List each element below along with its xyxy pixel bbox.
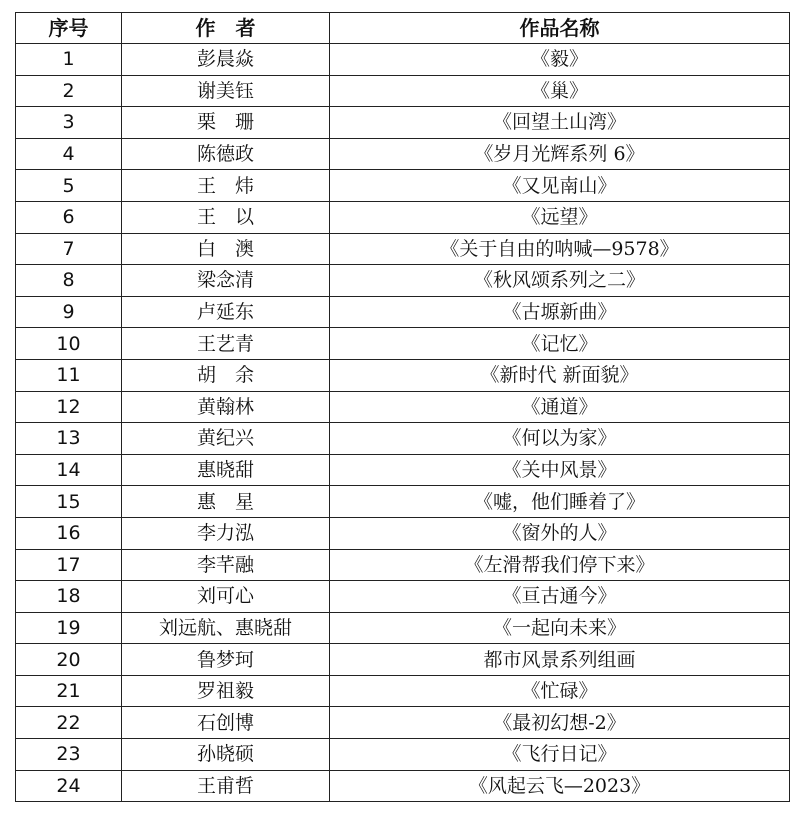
- cell-title: 《关中风景》: [330, 454, 790, 486]
- cell-author: 彭晨焱: [122, 44, 330, 76]
- cell-seq: 3: [16, 107, 122, 139]
- cell-author: 卢延东: [122, 296, 330, 328]
- cell-title: 《何以为家》: [330, 423, 790, 455]
- table-row: [16, 75, 790, 107]
- cell-title: 《又见南山》: [330, 170, 790, 202]
- cell-seq: 5: [16, 170, 122, 202]
- cell-seq: 19: [16, 612, 122, 644]
- cell-author: 李芊融: [122, 549, 330, 581]
- table-row: [16, 328, 790, 360]
- cell-author: 惠晓甜: [122, 454, 330, 486]
- cell-title: 《远望》: [330, 201, 790, 233]
- cell-author: 石创博: [122, 707, 330, 739]
- cell-title: 《窗外的人》: [330, 517, 790, 549]
- header-seq: 序号: [16, 13, 122, 44]
- table-row: [16, 612, 790, 644]
- table-row: [16, 107, 790, 139]
- cell-seq: 4: [16, 138, 122, 170]
- table-row: [16, 391, 790, 423]
- cell-title: 《忙碌》: [330, 675, 790, 707]
- table-row: [16, 644, 790, 676]
- cell-author: 王艺青: [122, 328, 330, 360]
- cell-author: 黄纪兴: [122, 423, 330, 455]
- cell-title: 《嘘，他们睡着了》: [330, 486, 790, 518]
- cell-author: 王 炜: [122, 170, 330, 202]
- cell-title: 《一起向未来》: [330, 612, 790, 644]
- cell-seq: 7: [16, 233, 122, 265]
- cell-author: 王 以: [122, 201, 330, 233]
- cell-seq: 1: [16, 44, 122, 76]
- table-header: [16, 13, 790, 44]
- cell-seq: 6: [16, 201, 122, 233]
- table-row: [16, 517, 790, 549]
- cell-title: 《岁月光辉系列 6》: [330, 138, 790, 170]
- cell-title: 《新时代 新面貌》: [330, 359, 790, 391]
- cell-seq: 20: [16, 644, 122, 676]
- header-row: [16, 13, 790, 44]
- table-row: [16, 549, 790, 581]
- cell-seq: 14: [16, 454, 122, 486]
- table-row: [16, 770, 790, 802]
- cell-author: 孙晓硕: [122, 739, 330, 771]
- table-row: [16, 454, 790, 486]
- cell-title: 《关于自由的呐喊—9578》: [330, 233, 790, 265]
- cell-author: 梁念清: [122, 265, 330, 297]
- cell-seq: 2: [16, 75, 122, 107]
- cell-author: 惠 星: [122, 486, 330, 518]
- cell-seq: 13: [16, 423, 122, 455]
- cell-seq: 17: [16, 549, 122, 581]
- table-row: [16, 201, 790, 233]
- cell-title: 《回望土山湾》: [330, 107, 790, 139]
- cell-title: 《毅》: [330, 44, 790, 76]
- header-title: 作品名称: [330, 13, 790, 44]
- cell-title: 《古塬新曲》: [330, 296, 790, 328]
- table-row: [16, 423, 790, 455]
- cell-author: 鲁梦珂: [122, 644, 330, 676]
- table-row: [16, 675, 790, 707]
- cell-title: 《亘古通今》: [330, 581, 790, 613]
- table-row: [16, 486, 790, 518]
- cell-title: 《记忆》: [330, 328, 790, 360]
- cell-seq: 10: [16, 328, 122, 360]
- cell-seq: 24: [16, 770, 122, 802]
- cell-title: 《秋风颂系列之二》: [330, 265, 790, 297]
- table-row: [16, 296, 790, 328]
- cell-author: 胡 余: [122, 359, 330, 391]
- table-row: [16, 739, 790, 771]
- cell-seq: 23: [16, 739, 122, 771]
- table-row: [16, 581, 790, 613]
- cell-author: 刘远航、惠晓甜: [122, 612, 330, 644]
- cell-title: 都市风景系列组画: [330, 644, 790, 676]
- table-body: [16, 44, 790, 802]
- cell-seq: 9: [16, 296, 122, 328]
- cell-title: 《风起云飞—2023》: [330, 770, 790, 802]
- cell-author: 刘可心: [122, 581, 330, 613]
- cell-title: 《巢》: [330, 75, 790, 107]
- table-row: [16, 359, 790, 391]
- cell-author: 黄翰林: [122, 391, 330, 423]
- table-row: [16, 265, 790, 297]
- cell-seq: 12: [16, 391, 122, 423]
- table-row: [16, 44, 790, 76]
- cell-seq: 18: [16, 581, 122, 613]
- table-row: [16, 138, 790, 170]
- cell-seq: 11: [16, 359, 122, 391]
- cell-author: 白 澳: [122, 233, 330, 265]
- header-author: 作 者: [122, 13, 330, 44]
- cell-author: 李力泓: [122, 517, 330, 549]
- cell-seq: 15: [16, 486, 122, 518]
- table-row: [16, 707, 790, 739]
- table-row: [16, 170, 790, 202]
- cell-author: 王甫哲: [122, 770, 330, 802]
- cell-author: 谢美钰: [122, 75, 330, 107]
- cell-title: 《飞行日记》: [330, 739, 790, 771]
- cell-title: 《最初幻想-2》: [330, 707, 790, 739]
- works-table-container: [15, 12, 790, 802]
- cell-title: 《通道》: [330, 391, 790, 423]
- works-table: [15, 12, 790, 802]
- cell-author: 罗祖毅: [122, 675, 330, 707]
- cell-seq: 22: [16, 707, 122, 739]
- cell-seq: 16: [16, 517, 122, 549]
- cell-seq: 21: [16, 675, 122, 707]
- cell-seq: 8: [16, 265, 122, 297]
- cell-title: 《左滑帮我们停下来》: [330, 549, 790, 581]
- cell-author: 栗 珊: [122, 107, 330, 139]
- cell-author: 陈德政: [122, 138, 330, 170]
- table-row: [16, 233, 790, 265]
